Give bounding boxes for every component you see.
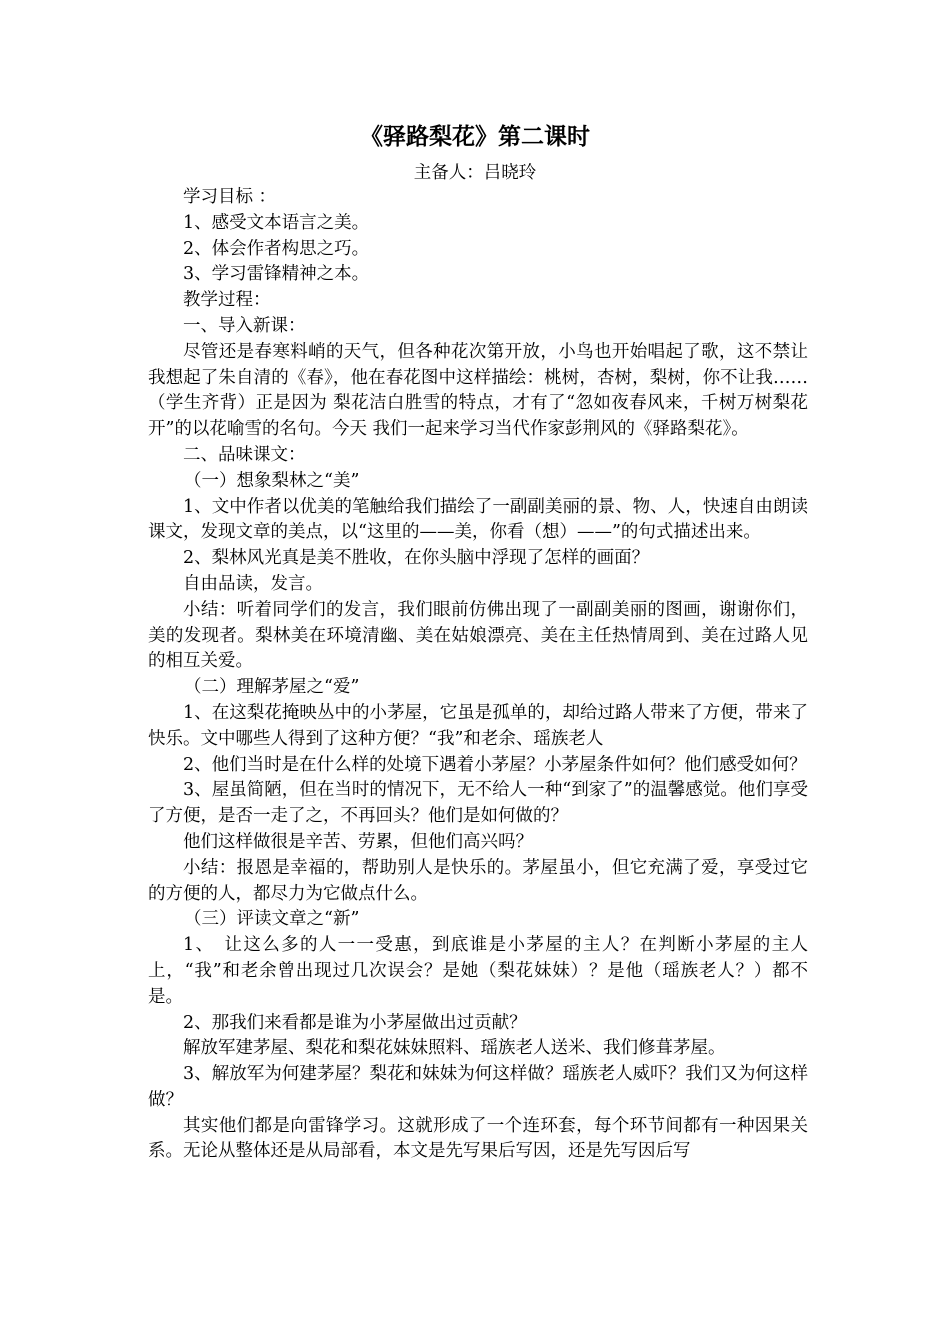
paragraph: 尽管还是春寒料峭的天气，但各种花次第开放，小鸟也开始唱起了歌，这不禁让我想起了朱自清的《春》，他在春花图中这样描绘：桃树，杏树，梨树，你不让我……（学生齐背）正是因为 梨花洁白胜雪的特点，才有了“忽如夜春风来，千树万树梨花开”的以花喻雪的名句。今天 我们一起来学习当代作家彭荆风的《驿路梨花》。	[148, 341, 808, 440]
paragraph: 学习目标 ：	[183, 187, 277, 207]
section-heading: 一、导入新课：	[183, 315, 306, 336]
paragraph: 他们这样做很是辛苦、劳累，但他们高兴吗？	[183, 831, 533, 852]
paragraph: 2、他们当时是在什么样的处境下遇着小茅屋？小茅屋条件如何？他们感受如何？	[183, 754, 807, 775]
subsection-heading: （二）理解茅屋之“爱”	[184, 677, 360, 698]
paragraph: 3、解放军为何建茅屋？梨花和妹妹为何这样做？瑶族老人威吓？我们又为何这样做？	[148, 1064, 808, 1110]
paragraph: 1、文中作者以优美的笔触给我们描绘了一副副美丽的景、物、人，快速自由朗读课文，发现文章的美点，以“这里的——美，你看（想）——”的句式描述出来。	[148, 496, 808, 543]
document-body	[148, 185, 808, 1165]
paragraph: 自由品读，发言。	[183, 573, 323, 594]
paragraph: 2、那我们来看都是谁为小茅屋做出过贡献？	[183, 1012, 527, 1033]
page-title: 《驿路梨花》第二课时	[360, 123, 590, 150]
subsection-heading: （三）评读文章之“新”	[184, 909, 360, 930]
subsection-heading: （一）想象梨林之“美”	[184, 470, 360, 491]
author-line: 主备人：吕晓玲	[413, 163, 537, 183]
paragraph: 2、梨林风光真是美不胜收，在你头脑中浮现了怎样的画面？	[183, 548, 650, 569]
paragraph: 教学过程：	[183, 290, 271, 311]
paragraph: 2、体会作者构思之巧。	[183, 238, 370, 259]
paragraph: 3、屋虽简陋，但在当时的情况下，无不给人一种“到家了”的温馨感觉。他们享受了方便，是否一走了之，不再回头？他们是如何做的？	[148, 780, 808, 827]
paragraph: 其实他们都是向雷锋学习。这就形成了一个连环套，每个环节间都有一种因果关系。无论从整体还是从局部看，本文是先写果后写因，还是先写因后写	[148, 1115, 808, 1162]
section-heading: 二、品味课文：	[183, 444, 306, 465]
paragraph: 1、在这梨花掩映丛中的小茅屋，它虽是孤单的，却给过路人带来了方便，带来了快乐。文中哪些人得到了这种方便？“我”和老余、瑶族老人	[148, 702, 808, 749]
paragraph: 1、感受文本语言之美。	[183, 212, 370, 233]
paragraph: 1、 让这么多的人一一受惠，到底谁是小茅屋的主人？在判断小茅屋的主人上，“我”和老余曾出现过几次误会？是她（梨花妹妹）？是他（瑶族老人？）都不是。	[148, 935, 808, 1007]
paragraph: 小结：听着同学们的发言，我们眼前仿佛出现了一副副美丽的图画，谢谢你们，美的发现者。梨林美在环境清幽、美在姑娘漂亮、美在主任热情周到、美在过路人见的相互关爱。	[148, 599, 808, 672]
paragraph: 解放军建茅屋、梨花和梨花妹妹照料、瑶族老人送米、我们修葺茅屋。	[183, 1038, 726, 1059]
paragraph: 小结：报恩是幸福的，帮助别人是快乐的。茅屋虽小，但它充满了爱，享受过它的方便的人，都尽力为它做点什么。	[148, 857, 808, 904]
paragraph: 3、学习雷锋精神之本。	[183, 264, 370, 285]
